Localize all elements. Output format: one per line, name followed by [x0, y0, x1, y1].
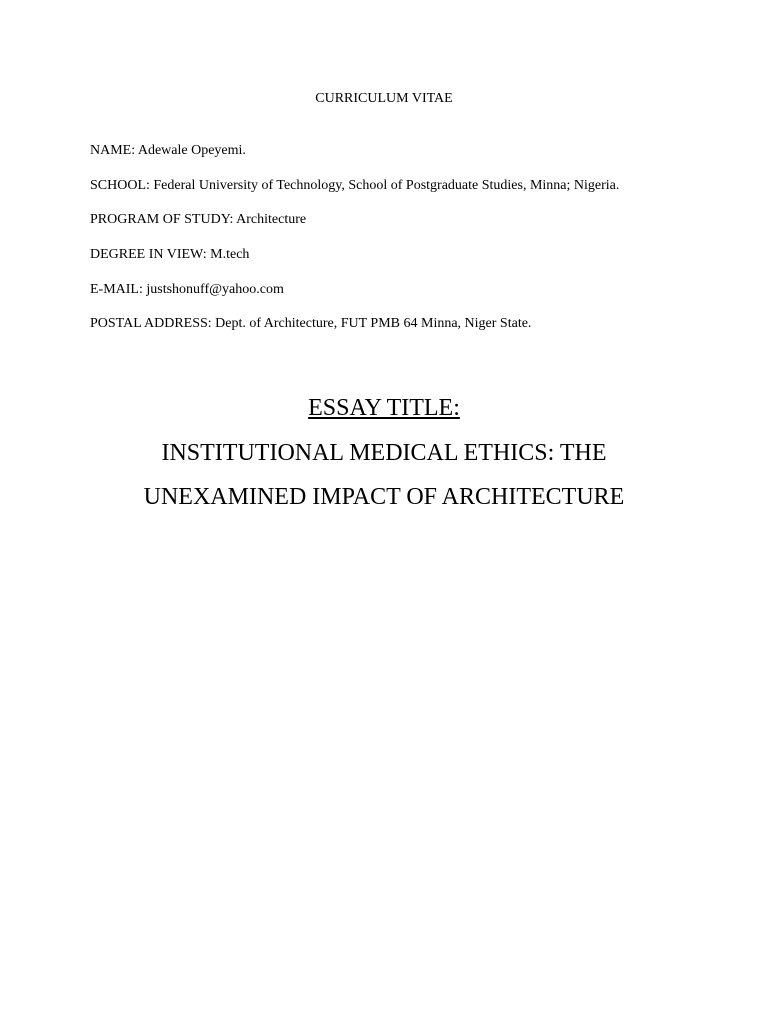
essay-title-line-1: INSTITUTIONAL MEDICAL ETHICS: THE	[161, 440, 607, 466]
degree-in-view-field: DEGREE IN VIEW: M.tech	[90, 247, 250, 262]
email-field: E-MAIL: justshonuff@yahoo.com	[90, 282, 284, 297]
document-heading: CURRICULUM VITAE	[315, 91, 453, 106]
program-of-study-field: PROGRAM OF STUDY: Architecture	[90, 212, 307, 227]
name-field: NAME: Adewale Opeyemi.	[90, 143, 246, 158]
essay-title-label: ESSAY TITLE:	[308, 395, 460, 421]
essay-title-line-2: UNEXAMINED IMPACT OF ARCHITECTURE	[143, 484, 625, 510]
school-field: SCHOOL: Federal University of Technology, School of Postgraduate Studies, Minna; Nigeria.	[90, 178, 620, 193]
postal-address-field: POSTAL ADDRESS: Dept. of Architecture, FUT PMB 64 Minna, Niger State.	[90, 316, 532, 331]
